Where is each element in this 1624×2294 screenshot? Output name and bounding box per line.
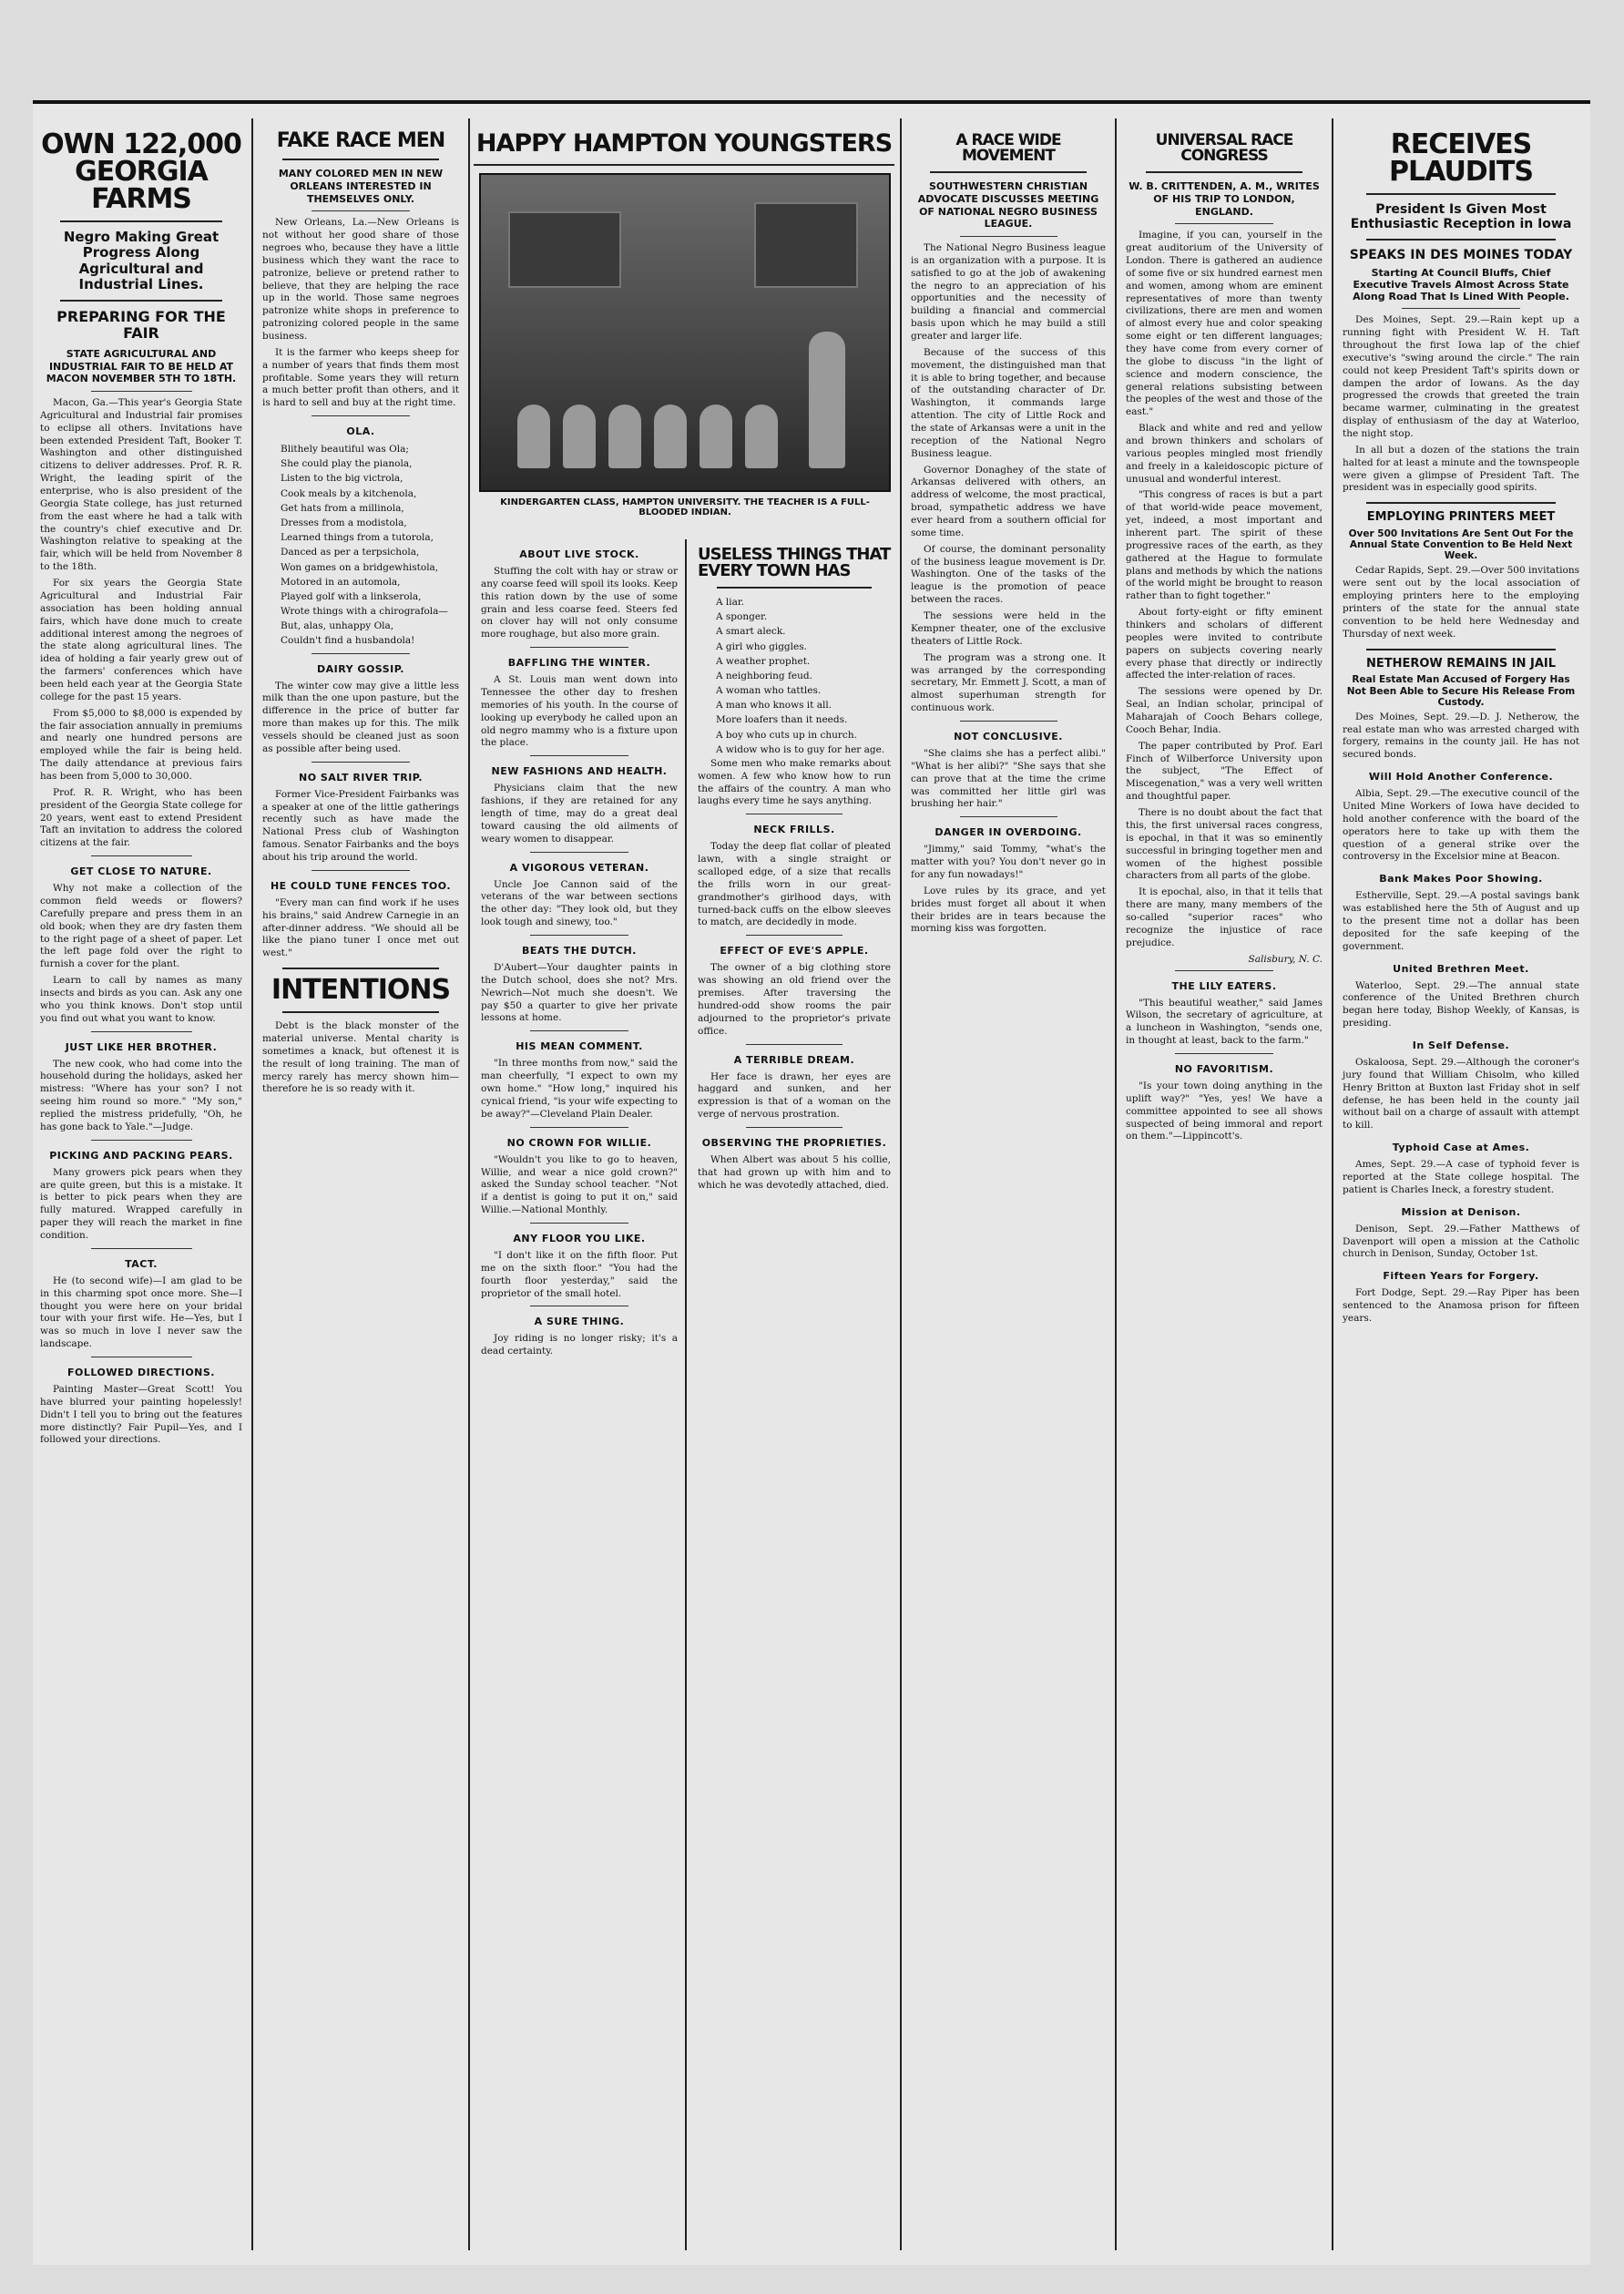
list-item: A sponger. — [716, 611, 768, 623]
section-heading: NO SALT RIVER TRIP. — [298, 771, 424, 783]
article-text: Stuffing the colt with hay or straw or any coarse feed will spoil its looks. Keep this ration down by the use of some grain and less coarse feed. Steers fed on clover hay will not only consume more roughage, but also more grain. — [481, 566, 678, 640]
column-universal-race-congress — [1118, 118, 1330, 2250]
teacher-figure-icon — [809, 332, 845, 468]
section-heading: PICKING AND PACKING PEARS. — [49, 1149, 233, 1162]
article-text: Des Moines, Sept. 29.—Rain kept up a running fight with President W. H. Taft throughout the first Iowa lap of the chief executive's "swing around the circle." The rain could not keep President Taft's spirits down or dampen the ardor of Iowans. As the day progressed the crowds that greeted the train became warmer, culminating in the greatest display of enthusiasm of the day at Waterloo, the night stop. — [1343, 314, 1579, 439]
section-heading: Will Hold Another Conference. — [1368, 771, 1554, 783]
article-text: It is the farmer who keeps sheep for a number of years that finds them most profitable. Some years they will return a much better profit than others, and it is hard to sell and buy at the right time. — [262, 346, 459, 409]
headline-georgia-farms: OWN 122,000 GEORGIA FARMS — [41, 128, 241, 215]
article-text: For six years the Georgia State Agricultural and Industrial Fair association has been holding annual fairs, which have done much to create additional interest among the negroes of the state along agricultural lines. The idea of holding a fair yearly grew out of the farmers' conferences which have been held each year at the Georgia State college for the past 15 years. — [40, 578, 242, 702]
divider — [282, 968, 440, 969]
poem-line: Motored in an automola, — [281, 576, 401, 588]
article-text: "This congress of races is but a part of that world-wide peace movement, yet, indeed, a most important and inherent part. The spirit of these progressive races of the earth, as they gathered at the Hague to formulate plans and methods by which the nations of the world might be brought to reason rather than to fight together." — [1126, 489, 1323, 602]
article-text: Albia, Sept. 29.—The executive council of the United Mine Workers of Iowa have decided to hold another conference with the board of the operators here to take up with them the question of a general strike over the controversy in the Excelsior mine at Beacon. — [1343, 788, 1579, 863]
poem-line: But, alas, unhappy Ola, — [281, 620, 394, 632]
section-heading: NO FAVORITISM. — [1174, 1062, 1274, 1075]
section-heading: OLA. — [346, 425, 375, 438]
poem-line: Won games on a bridgewhistola, — [281, 561, 439, 573]
article-text: "In three months from now," said the man cheerfully, "I expect to own my own home." "How long," inquired his cynical friend, "is your wife expecting to be away?"—Cleveland Plain Dealer. — [481, 1058, 678, 1120]
divider — [1175, 1053, 1273, 1054]
section-heading: Bank Makes Poor Showing. — [1379, 873, 1543, 886]
poem-line: Couldn't find a husbandola! — [281, 635, 415, 647]
column-rule — [685, 539, 687, 2250]
poem-line: She could play the pianola, — [281, 458, 413, 470]
divider — [960, 721, 1057, 722]
section-heading: United Brethren Meet. — [1393, 962, 1529, 975]
child-figure-icon — [563, 405, 596, 468]
article-text: Macon, Ga.—This year's Georgia State Agricultural and Industrial fair promises to eclipse all others. Invitations have been extended President Taft, Booker T. Washington and other distinguished citizens to deliver addresses. Prof. R. R. Wright, the leading spirit of the enterprise, who is also president of the Georgia State college, has just returned from the east where he had a talk with the country's chief executive and Dr. Washington relative to speaking at the fair, which will be held from November 8 to the 18th. — [40, 397, 242, 573]
list-item: A neighboring feud. — [716, 670, 812, 681]
column-receives-plaudits — [1335, 118, 1587, 2250]
child-figure-icon — [517, 405, 550, 468]
article-text: When Albert was about 5 his collie, that had grown up with him and to which he was devotedly attached, died. — [698, 1153, 891, 1191]
article-text: Fort Dodge, Sept. 29.—Ray Piper has been sentenced to the Anamosa prison for fifteen years. — [1343, 1287, 1579, 1324]
divider — [91, 1140, 192, 1141]
section-heading: A SURE THING. — [534, 1316, 625, 1328]
divider — [91, 1248, 192, 1249]
list-item: A liar. — [716, 597, 745, 608]
divider — [530, 755, 628, 756]
article-text: Learn to call by names as many insects and birds as you can. Ask any one who you think knows. Don't stop until you find out what you want to know. — [40, 975, 242, 1024]
list-item: A weather prophet. — [716, 655, 811, 667]
kindergarten-photo — [479, 173, 891, 492]
article-text: The owner of a big clothing store was showing an old friend over the premises. After traversing the hundred-odd show rooms the pair adjourned to the proprietor's private office. — [698, 962, 891, 1037]
article-text: Estherville, Sept. 29.—A postal savings bank was established here the 5th of August and up to the present time not a dollar has been deposited for the safe keeping of the government. — [1343, 890, 1579, 952]
divider — [530, 647, 628, 648]
list-item: A widow who is to guy for her age. — [716, 743, 885, 755]
column-race-wide-movement — [904, 118, 1113, 2250]
poem-line: Blithely beautiful was Ola; — [281, 444, 409, 456]
article-text: Denison, Sept. 29.—Father Matthews of Davenport will open a mission at the Catholic church in Denison, Sunday, October 1st. — [1343, 1223, 1579, 1260]
divider — [530, 1127, 628, 1128]
column-rule — [1332, 118, 1333, 2250]
subhead-georgia-farms: Negro Making Great Progress Along Agricultural and Industrial Lines. — [63, 229, 220, 292]
deck-fair: STATE AGRICULTURAL AND INDUSTRIAL FAIR TO BE HELD AT MACON NOVEMBER 5TH TO 18TH. — [46, 347, 237, 385]
divider — [930, 171, 1086, 173]
child-figure-icon — [654, 405, 687, 468]
section-heading: DAIRY GOSSIP. — [317, 662, 404, 675]
divider — [282, 159, 440, 160]
article-text: Cedar Rapids, Sept. 29.—Over 500 invitations were sent out by the local association of employing printers here to the employing printers of the state for the annual state convention to be held here Wednesday and Thursday of next week. — [1343, 565, 1579, 640]
deck-printers: Over 500 Invitations Are Sent Out For the Annual State Convention to Be Held Next Week. — [1348, 528, 1574, 562]
divider — [530, 1030, 628, 1031]
article-text: "She claims she has a perfect alibi." "What is her alibi?" "She says that she can prove that at the time the crime was committed her little girl was brushing her hair." — [911, 747, 1106, 810]
article-text: Governor Donaghey of the state of Arkansas delivered with others, an address of welcome, the most practical, broad, sympathetic address we have ever heard from a southern official for some time. — [911, 464, 1106, 538]
divider — [282, 1011, 440, 1013]
headline-useless-things: USELESS THINGS THAT EVERY TOWN HAS — [698, 545, 891, 580]
list-item: A man who knows it all. — [716, 700, 832, 712]
article-text: Uncle Joe Cannon said of the veterans of the war between sections the other day: "They look old, but they look tough and sinewy, too." — [481, 878, 678, 928]
section-heading: DANGER IN OVERDOING. — [935, 826, 1082, 839]
list-item: A girl who giggles. — [716, 640, 807, 652]
section-heading: TACT. — [125, 1257, 158, 1270]
article-text: Love rules by its grace, and yet brides must forget all about it when their brides are in tears because the morning kiss was forgotten. — [911, 885, 1106, 935]
article-text: The winter cow may give a little less milk than the one upon pasture, but the difference in the price of butter far more than makes up for this. The milk vessels should be cleaned just as soon as possible after being used. — [262, 680, 459, 754]
divider — [91, 855, 192, 856]
divider — [960, 236, 1057, 237]
divider — [312, 210, 410, 211]
list-item: A boy who cuts up in church. — [716, 729, 857, 741]
divider — [530, 852, 628, 853]
article-text: "Is your town doing anything in the uplift way?" "Yes, yes! We have a committee appointed to see all shows suspected of being immoral and report on them."—Lippincott's. — [1126, 1080, 1323, 1142]
divider — [960, 816, 1057, 817]
headline-intentions: INTENTIONS — [271, 974, 451, 1007]
deck-council-bluffs: Starting At Council Bluffs, Chief Executive Travels Almost Across State Along Road That Is Lined With People. — [1353, 267, 1569, 302]
article-text: The National Negro Business league is an organization with a purpose. It is satisfied to go at the job of awakening the negro to an appreciation of his opportunities and the necessity of building a financial and commercial basis upon which he may build a still greater and larger life. — [911, 242, 1106, 343]
poem-ola — [262, 443, 459, 647]
article-text: Why not make a collection of the common field weeds or flowers? Carefully prepare and press them in an old book; when they are dry fasten them to the right page of a sheet of paper. Let the left page fold over the right to furnish a cover for the plant. — [40, 883, 242, 970]
section-heading: NECK FRILLS. — [753, 824, 835, 836]
divider — [1146, 171, 1303, 173]
divider — [312, 762, 410, 763]
section-heading: In Self Defense. — [1412, 1039, 1510, 1051]
divider — [1366, 649, 1556, 650]
article-text: Painting Master—Great Scott! You have blurred your painting hopelessly! Didn't I tell you to bring out the features more distinctly? Fair Pupil—Yes, and I followed your directions. — [40, 1384, 242, 1446]
article-text: Debt is the black monster of the material universe. Mental charity is sometimes a knack, but oftenest it is the result of long training. The man of mercy rarely has mercy shown him—therefore he is so ready with it. — [262, 1020, 459, 1095]
article-text: "I don't like it on the fifth floor. Put me on the sixth floor." "You had the fourth floor yesterday," said the proprietor of the small hotel. — [481, 1249, 678, 1299]
poem-line: Played golf with a linkserola, — [281, 590, 422, 602]
list-item: More loafers than it needs. — [716, 714, 848, 726]
section-preparing-fair: PREPARING FOR THE FAIR — [56, 308, 226, 343]
article-text: There is no doubt about the fact that this, the first universal races congress, is epochal, in that it was so eminently successful in bringing together men and women of the highest possible characters from all parts of the globe. — [1126, 807, 1323, 882]
signature-line: Salisbury, N. C. — [1248, 953, 1323, 965]
column-useless-things — [690, 539, 898, 2250]
headline-employing-printers: EMPLOYING PRINTERS MEET — [1366, 510, 1556, 525]
article-text: Joy riding is no longer risky; it's a dead certainty. — [481, 1333, 678, 1357]
section-heading: Typhoid Case at Ames. — [1392, 1142, 1530, 1154]
section-des-moines: SPEAKS IN DES MOINES TODAY — [1349, 248, 1573, 263]
divider — [746, 1044, 843, 1045]
divider — [746, 1127, 843, 1128]
column-georgia-farms — [33, 118, 250, 2250]
article-text: He (to second wife)—I am glad to be in this charming spot once more. She—I thought you were here on your bridal tour with your first wife. He—Yes, but I was so much in love I never saw the landscape. — [40, 1275, 242, 1350]
article-text: Prof. R. R. Wright, who has been president of the Georgia State college for 20 years, went east to extend President Taft an invitation to address the colored citizens at the fair. — [40, 786, 242, 849]
section-heading: Mission at Denison. — [1401, 1205, 1521, 1218]
divider — [60, 220, 222, 222]
divider — [1366, 239, 1556, 241]
article-text: Imagine, if you can, yourself in the great auditorium of the University of London. There is gathered an audience of some five or six hundred earnest men and women, among whom are eminent representatives of more than twenty civilizations, there are men and women of almost every hue and color speaking some eight or ten different languages; they have come from every corner of the globe to discuss "in the light of science and modern conscience, the general relations subsisting between the peoples of the west and those of the east." — [1126, 230, 1323, 418]
section-heading: GET CLOSE TO NATURE. — [70, 865, 212, 878]
article-text: Black and white and red and yellow and brown thinkers and scholars of various peoples mingled most friendly and freely in a kaleidoscopic picture of unusual and wonderful interest. — [1126, 423, 1323, 485]
divider — [91, 1031, 192, 1032]
section-heading: FOLLOWED DIRECTIONS. — [67, 1367, 215, 1379]
article-text: Oskaloosa, Sept. 29.—Although the coroner's jury found that William Chisolm, who killed Henry Britton at Buxton last Friday shot in self defense, he has been held in the county jail without bail on a charge of assault with attempt to kill. — [1343, 1056, 1579, 1132]
divider — [746, 935, 843, 936]
article-text: Because of the success of this movement, the distinguished man that it is able to bring together, and because of the outstanding character of Dr. Washington, it commands large attention. The city of Little Rock and the state of Arkansas were a unit in the reception of the National Negro Business league. — [911, 346, 1106, 459]
article-text: In all but a dozen of the stations the train halted for at least a minute and the townspeople were given a glimpse of President Taft. The president was in especially good spirits. — [1343, 444, 1579, 494]
article-text: D'Aubert—Your daughter paints in the Dutch school, does she not? Mrs. Newrich—Not much she doesn't. We pay $50 a quarter to give her private lessons at home. — [481, 962, 678, 1024]
divider — [60, 300, 222, 302]
article-text: Many growers pick pears when they are quite green, but this is a mistake. It is better to pick pears when they are fully matured. Wrapped carefully in paper they will reach the market in fine condition. — [40, 1166, 242, 1242]
section-heading: THE LILY EATERS. — [1171, 979, 1277, 992]
section-heading: A TERRIBLE DREAM. — [733, 1053, 855, 1066]
article-text: Physicians claim that the new fashions, if they are retained for any length of time, may do a great deal toward causing the old ailments of weary women to disappear. — [481, 783, 678, 845]
picture-frame-icon — [508, 211, 621, 288]
useless-things-list — [698, 596, 891, 756]
article-text: A St. Louis man went down into Tennessee the other day to freshen memories of his youth. In the course of looking up everybody he called upon an old negro mammy who is a fixture upon the place. — [481, 674, 678, 749]
kindergarten-photo-block — [479, 173, 891, 523]
section-heading: OBSERVING THE PROPRIETIES. — [701, 1136, 887, 1149]
newspaper-page — [33, 100, 1590, 2265]
divider — [312, 870, 410, 871]
article-text: Ames, Sept. 29.—A case of typhoid fever is reported at the State college hospital. The patient is Charles Ineck, a forestry student. — [1343, 1159, 1579, 1195]
poem-line: Dresses from a modistola, — [281, 517, 407, 528]
section-heading: NOT CONCLUSIVE. — [954, 730, 1063, 742]
article-text: Today the deep flat collar of pleated lawn, with a single straight or scalloped edge, of a size that recalls the frills worn in our great-grandmother's girlhood days, with turned-back cuffs on the elbow sleeves to match, are decidedly in mode. — [698, 841, 891, 928]
deck-race-congress: W. B. CRITTENDEN, A. M., WRITES OF HIS TRIP TO LONDON, ENGLAND. — [1129, 180, 1320, 218]
section-heading: HE COULD TUNE FENCES TOO. — [270, 879, 452, 892]
divider — [91, 391, 192, 392]
divider — [312, 415, 410, 416]
section-heading: BEATS THE DUTCH. — [522, 945, 637, 958]
divider — [312, 653, 410, 654]
section-heading: NO CROWN FOR WILLIE. — [506, 1136, 652, 1149]
child-figure-icon — [745, 405, 778, 468]
article-text: The sessions were opened by Dr. Seal, an Indian scholar, principal of Maharajah of Cooch Behars college, Cooch Behar, India. — [1126, 686, 1323, 735]
article-text: New Orleans, La.—New Orleans is not without her good share of those negroes who, because they have a little business which they want the race to patronize, believe or pretend rather to believe, that they are helping the race up in the world. Those same negroes patronize white shops in preference to patronizing colored people in the same business. — [262, 217, 459, 342]
column-rule — [900, 118, 902, 2250]
divider — [474, 164, 894, 166]
child-figure-icon — [700, 405, 732, 468]
article-text: Waterloo, Sept. 29.—The annual state conference of the United Brethren church began here today, Bishop Weekly, of Kansas, is presiding. — [1343, 979, 1579, 1029]
list-item: A smart aleck. — [716, 626, 786, 638]
article-text: Her face is drawn, her eyes are haggard and sunken, and her expression is that of a woman on the verge of nervous prostration. — [698, 1070, 891, 1121]
divider — [1175, 223, 1273, 224]
column-rule — [1115, 118, 1117, 2250]
article-text: The sessions were held in the Kempner theater, one of the exclusive theaters of Little Rock. — [911, 610, 1106, 647]
headline-race-wide-movement: A RACE WIDE MOVEMENT — [955, 131, 1061, 165]
child-figure-icon — [608, 405, 641, 468]
headline-fake-race-men: FAKE RACE MEN — [276, 129, 445, 152]
poem-line: Wrote things with a chirografola— — [281, 606, 448, 618]
article-text: About forty-eight or fifty eminent thinkers and scholars of different peoples were invited to contribute papers on subjects covering nearly every phase that directly or indirectly affected the inter-relation of races. — [1126, 607, 1323, 681]
poem-line: Get hats from a millinola, — [281, 502, 404, 514]
divider — [1175, 970, 1273, 971]
window-icon — [754, 202, 858, 288]
headline-netherow: NETHEROW REMAINS IN JAIL — [1365, 656, 1557, 671]
article-text: The paper contributed by Prof. Earl Finch of Wilberforce University upon the subject, "The Effect of Miscegenation," was a very well written and thoughtful paper. — [1126, 740, 1323, 803]
deck-fake-race-men: MANY COLORED MEN IN NEW ORLEANS INTERESTED IN THEMSELVES ONLY. — [278, 168, 444, 205]
article-text: The new cook, who had come into the household during the holidays, asked her mistress: "Where has your son? I not seeing him round so more." "My son," replied the mistress pridefully, "Oh, he has gone back to Yale."—Judge. — [40, 1058, 242, 1132]
article-text: "Jimmy," said Tommy, "what's the matter with you? You don't never go in for any fun nowadays!" — [911, 844, 1106, 880]
article-text: Des Moines, Sept. 29.—D. J. Netherow, the real estate man who was arrested charged with forgery, remains in the county jail. He has not secured bonds. — [1343, 711, 1579, 761]
section-heading: ABOUT LIVE STOCK. — [519, 548, 639, 560]
column-fake-race-men — [255, 118, 466, 2250]
poem-line: Danced as per a terpsichola, — [281, 547, 420, 558]
photo-caption: KINDERGARTEN CLASS, HAMPTON UNIVERSITY. THE TEACHER IS A FULL-BLOODED INDIAN. — [500, 497, 870, 517]
divider — [530, 1223, 628, 1224]
article-text: The program was a strong one. It was arranged by the corresponding secretary, Mr. Emmett J. Scott, a man of almost superhuman strength for continuous work. — [911, 651, 1106, 714]
deck-netherow: Real Estate Man Accused of Forgery Has Not Been Able to Secure His Release From Custody. — [1346, 674, 1576, 708]
poem-line: Cook meals by a kitchenola, — [281, 487, 417, 499]
divider — [1366, 193, 1556, 195]
article-text: It is epochal, also, in that it tells that there are many, many members of the so-called "superior races" who recognize the injustice of race prejudice. — [1126, 886, 1323, 948]
divider — [1402, 308, 1520, 309]
section-heading: BAFFLING THE WINTER. — [507, 657, 651, 670]
poem-line: Listen to the big victrola, — [281, 473, 403, 485]
article-text: Former Vice-President Fairbanks was a speaker at one of the little gatherings recently such as have made the National Press club of Washington famous. Senator Fairbanks and the boys about his trip around the world. — [262, 788, 459, 863]
article-text: Some men who make remarks about women. A few who know how to run the affairs of the country. A man who laughs every time he says anything. — [698, 757, 891, 807]
section-heading: NEW FASHIONS AND HEALTH. — [491, 765, 668, 778]
section-heading: ANY FLOOR YOU LIKE. — [513, 1232, 646, 1244]
divider — [717, 587, 872, 589]
headline-receives-plaudits: RECEIVES PLAUDITS — [1389, 128, 1533, 188]
article-text: "This beautiful weather," said James Wilson, the secretary of agriculture, at a luncheon in Washington, "sends one, in thought at least, back to the farm." — [1126, 997, 1323, 1047]
divider — [1366, 502, 1556, 504]
section-heading: A VIGOROUS VETERAN. — [509, 861, 649, 874]
article-text: "Wouldn't you like to go to heaven, Willie, and wear a nice gold crown?" asked the Sunday school teacher. "Not if a dentist is going to put it on," said Willie.—National Monthly. — [481, 1153, 678, 1216]
article-text: Of course, the dominant personality of the business league movement is Dr. Washington. One of the tasks of the league is the promotion of peace between the races. — [911, 543, 1106, 606]
article-text: "Every man can find work if he uses his brains," said Andrew Carnegie in an after-dinner address. "We should all be like the piano tuner I once met out west." — [262, 896, 459, 959]
section-heading: Fifteen Years for Forgery. — [1383, 1270, 1539, 1283]
section-heading: HIS MEAN COMMENT. — [516, 1040, 643, 1053]
divider — [530, 935, 628, 936]
poem-line: Learned things from a tutorola, — [281, 532, 434, 544]
subhead-plaudits: President Is Given Most Enthusiastic Reception in Iowa — [1350, 202, 1572, 232]
section-heading: JUST LIKE HER BROTHER. — [65, 1040, 218, 1053]
deck-race-wide: SOUTHWESTERN CHRISTIAN ADVOCATE DISCUSSES MEETING OF NATIONAL NEGRO BUSINESS LEAGUE. — [917, 180, 1099, 230]
list-item: A woman who tattles. — [716, 685, 822, 697]
headline-universal-race-congress: UNIVERSAL RACE CONGRESS — [1155, 131, 1293, 165]
column-rule — [251, 118, 253, 2250]
headline-hampton: HAPPY HAMPTON YOUNGSTERS — [475, 129, 893, 158]
section-heading: EFFECT OF EVE'S APPLE. — [720, 945, 869, 958]
article-text: From $5,000 to $8,000 is expended by the fair association annually in premiums and nearly one hundred persons are employed while the fair is being held. The daily attendance at previous fairs has been from 5,000 to 30,000. — [40, 707, 242, 782]
column-rule — [468, 118, 470, 2250]
